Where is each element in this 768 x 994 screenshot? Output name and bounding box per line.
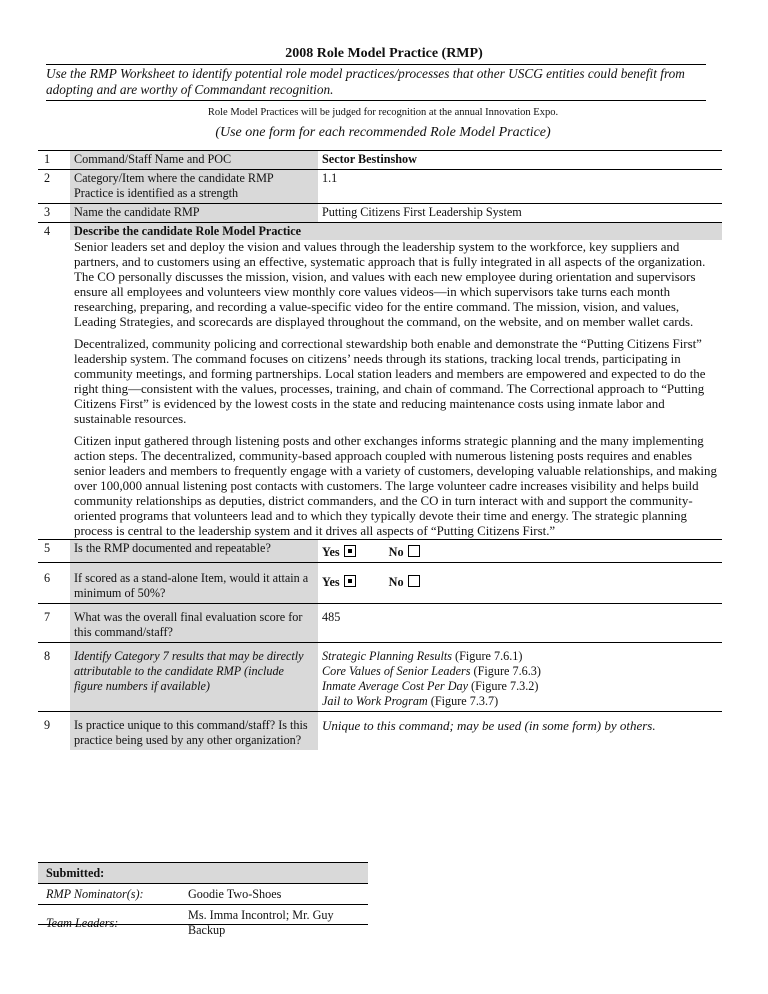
description-body: [70, 240, 722, 539]
result-item: [322, 664, 718, 679]
no-label: No: [388, 545, 404, 559]
row-category: [38, 170, 722, 204]
result-item: [322, 649, 718, 664]
question-uniqueness: Is practice unique to this command/staff? Is this practice being used by any other organization?: [70, 712, 318, 751]
row-category7-results: [38, 643, 722, 712]
question-category: Category/Item where the candidate RMP Practice is identified as a strength: [70, 170, 318, 204]
row-score-attain: [38, 563, 722, 604]
result-name: Core Values of Senior Leaders: [322, 664, 471, 678]
row-command: [38, 151, 722, 170]
answer-category[interactable]: 1.1: [318, 170, 722, 204]
answer-score-attain: [318, 563, 722, 604]
row-number: 9: [44, 718, 51, 732]
description-cell[interactable]: [70, 223, 722, 540]
result-figure: (Figure 7.3.2): [468, 679, 539, 693]
submitted-heading: Submitted:: [38, 863, 368, 884]
no-label: No: [388, 575, 404, 589]
form-instructions: Use the RMP Worksheet to identify potential role model practices/processes that other USCG entities could benefit from adopting and are worthy of Commandant recognition.: [46, 64, 706, 101]
yes-label: Yes: [322, 545, 340, 559]
nominator-value[interactable]: Goodie Two-Shoes: [188, 887, 282, 901]
result-item: [322, 694, 718, 709]
row-rmp-name: [38, 204, 722, 223]
no-checkbox[interactable]: [408, 575, 420, 587]
team-leaders-label: Team Leaders:: [46, 915, 119, 930]
answer-rmp-name[interactable]: Putting Citizens First Leadership System: [318, 204, 722, 223]
row-description: [38, 223, 722, 540]
question-final-score: What was the overall final evaluation score for this command/staff?: [70, 604, 318, 643]
description-paragraph: Decentralized, community policing and correctional stewardship both enable and demonstrate the “Putting Citizens First” leadership system. The command focuses on citizens’ needs through its stations, tracking local trends, participating in community meetings, and forming partnerships. Local station leaders and members are empowered and expected to do the right thing—consistent with the values, processes, training, and chain of command. The Correctional approach to “Putting Citizens First” is evidenced by the lowest costs in the state and reducing maintenance costs using inmate labor and sustainable resources.: [74, 337, 706, 426]
submitted-heading-row: [38, 863, 368, 884]
result-figure: (Figure 7.6.3): [470, 664, 541, 678]
answer-uniqueness[interactable]: Unique to this command; may be used (in some form) by others.: [318, 712, 722, 751]
row-number: 3: [44, 205, 51, 219]
result-name: Strategic Planning Results: [322, 649, 452, 663]
result-figure: (Figure 7.6.1): [452, 649, 523, 663]
yes-checkbox[interactable]: [344, 545, 356, 557]
submitted-table: [38, 862, 368, 940]
yes-label: Yes: [322, 575, 340, 589]
row-documented: [38, 540, 722, 563]
row-number: 8: [44, 649, 51, 663]
result-name: Jail to Work Program: [322, 694, 428, 708]
question-command: Command/Staff Name and POC: [70, 151, 318, 170]
row-number: 1: [44, 152, 51, 166]
form-title: 2008 Role Model Practice (RMP): [285, 46, 483, 61]
row-number: 6: [44, 571, 51, 585]
question-category7-results: Identify Category 7 results that may be directly attributable to the candidate RMP (include figure numbers if available): [70, 643, 318, 712]
row-uniqueness: [38, 712, 722, 751]
result-name: Inmate Average Cost Per Day: [322, 679, 468, 693]
yes-checkbox[interactable]: [344, 575, 356, 587]
answer-category7-results[interactable]: [318, 643, 722, 712]
expo-note: Role Model Practices will be judged for recognition at the annual Innovation Expo.: [207, 107, 559, 118]
question-score-attain: If scored as a stand-alone Item, would it attain a minimum of 50%?: [70, 563, 318, 604]
no-option[interactable]: [389, 575, 420, 590]
form-usage-note: (Use one form for each recommended Role Model Practice): [215, 125, 551, 140]
row-final-score: [38, 604, 722, 643]
row-number: 4: [44, 224, 51, 238]
yes-option[interactable]: [322, 545, 356, 560]
no-option[interactable]: [389, 545, 420, 560]
question-documented: Is the RMP documented and repeatable?: [70, 540, 318, 563]
answer-final-score[interactable]: 485: [318, 604, 722, 643]
row-number: 7: [44, 610, 51, 624]
answer-documented: [318, 540, 722, 563]
row-number: 2: [44, 171, 51, 185]
team-leaders-value[interactable]: Ms. Imma Incontrol; Mr. Guy Backup: [188, 908, 334, 937]
bottom-rule: [38, 924, 368, 925]
yes-option[interactable]: [322, 575, 356, 590]
description-paragraph: Senior leaders set and deploy the vision and values through the leadership system to the workforce, key suppliers and partners, and to customers using an effective, systematic approach that is fully integrated in all aspects of the organization. The CO personally discusses the mission, vision, and values with each new employee during orientation and supervisors ensure all employees and volunteers view monthly core values videos—in which supervisors take turns each month researching, preparing, and recording a value-specific video for the entire command. The mission, vision, and values, Leading Strategies, and scorecards are displayed throughout the command, on the website, and on member wallet cards.: [74, 240, 706, 329]
answer-command[interactable]: Sector Bestinshow: [318, 151, 722, 170]
nominator-row: [38, 884, 368, 905]
nominator-label: RMP Nominator(s):: [46, 887, 144, 901]
row-number: 5: [44, 541, 51, 555]
team-leaders-row: [38, 905, 368, 941]
description-heading: Describe the candidate Role Model Practice: [70, 223, 722, 240]
description-paragraph: Citizen input gathered through listening posts and other exchanges informs strategic planning and the many implementing action steps. The decentralized, community-based approach coupled with numerous listening posts requires and enables senior leaders and members to frequently engage with a variety of customers, developing valuable relationships, and making over 100,000 annual listening post contacts with customers. The large volunteer cadre increases visibility and helps build community relationships as deputies, district commanders, and the CO in turn interact with and support the community-oriented programs that volunteers lead and to which they typically devote their time and energy. The strategic planning process is central to the leadership system and it drives all aspects of “Putting Citizens First.”: [74, 434, 717, 538]
result-figure: (Figure 7.3.7): [427, 694, 499, 708]
result-item: [322, 679, 718, 694]
no-checkbox[interactable]: [408, 545, 420, 557]
rmp-form-table: [38, 150, 722, 750]
question-rmp-name: Name the candidate RMP: [70, 204, 318, 223]
